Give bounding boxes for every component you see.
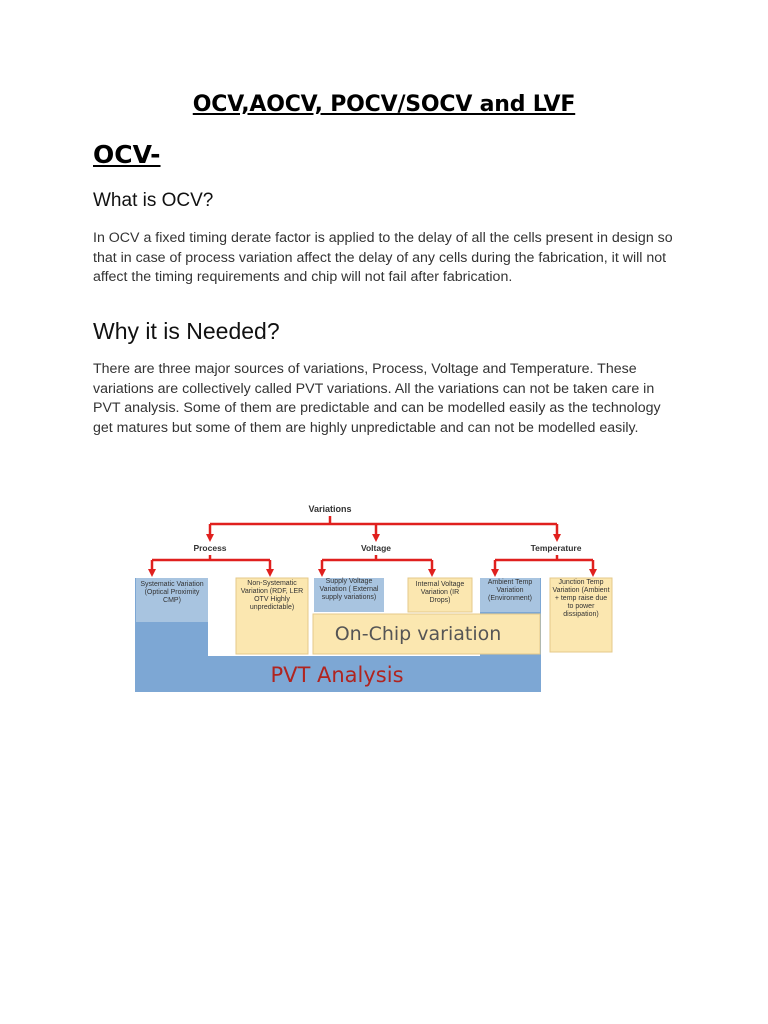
label-pvt-analysis: PVT Analysis [270, 663, 404, 687]
label-process: Process [193, 543, 227, 553]
box-label-junction-temp: Junction Temp Variation (Ambient + temp raise due to power dissipation) [552, 579, 610, 618]
label-temperature: Temperature [530, 543, 582, 553]
question-why-needed: Why it is Needed? [93, 318, 280, 344]
box-label-ambient-temp: Ambient Temp Variation (Environment) [487, 579, 533, 602]
document-title: OCV,AOCV, POCV/SOCV and LVF [192, 92, 576, 117]
section-heading: OCV- [93, 140, 161, 169]
box-label-systematic: Systematic Variation (Optical Proximity CMP) [140, 581, 204, 604]
box-label-non-systematic: Non-Systematic Variation (RDF, LER OTV Highly unpredictable) [240, 580, 304, 611]
paragraph-ocv-definition: In OCV a fixed timing derate factor is applied to the delay of all the cells present in design so that in case of process variation affect the delay of any cells during the fabrication, it will not affect the timing requirements and chip will not fail after fabrication. [93, 230, 673, 285]
question-what-is-ocv: What is OCV? [93, 190, 214, 211]
paragraph-pvt-variations: There are three major sources of variations, Process, Voltage and Temperature. These variations are collectively called PVT variations. All the variations can not be taken care in PVT analysis. Some of them are predictable and can be modelled easily as the technology get matures but some of them are highly unpredictable and can not be modelled easily. [93, 361, 661, 436]
box-label-supply-voltage: Supply Voltage Variation ( External supply variations) [319, 578, 379, 601]
label-on-chip-variation: On-Chip variation [334, 623, 502, 645]
box-label-internal-voltage: Internal Voltage Variation (IR Drops) [415, 581, 465, 604]
label-variations: Variations [308, 504, 352, 514]
label-voltage: Voltage [360, 543, 392, 553]
